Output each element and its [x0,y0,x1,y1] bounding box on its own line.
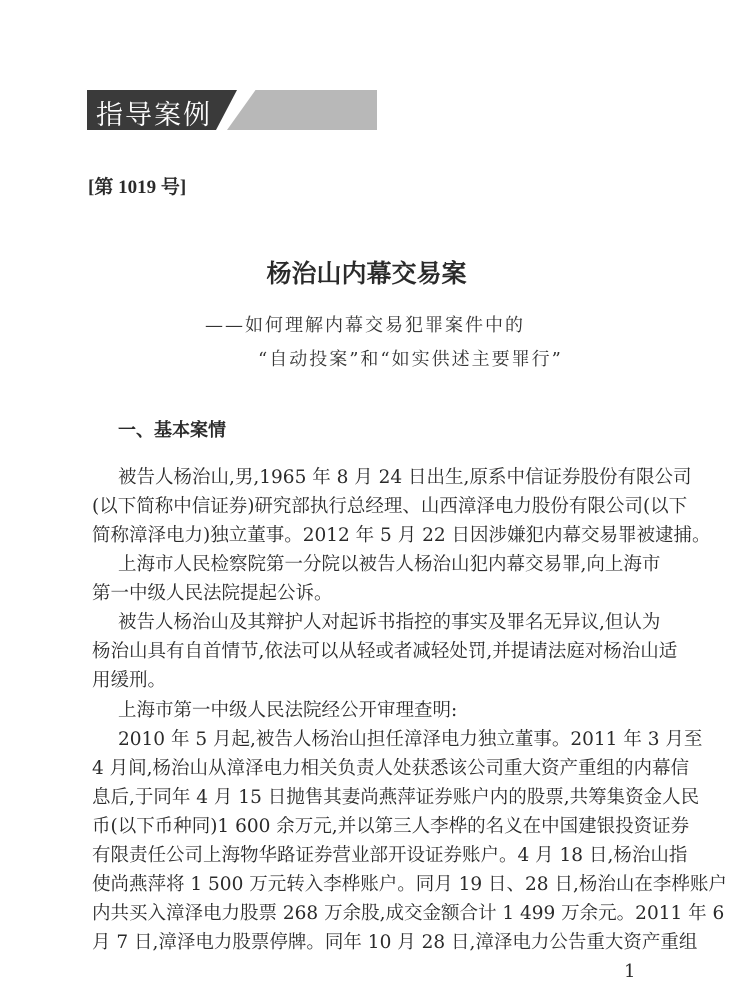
paragraph-line: 使尚燕萍将 1 500 万元转入李桦账户。同月 19 日、28 日,杨治山在李桦账户 [92,873,727,895]
subtitle-line-2: “自动投案”和“如实供述主要罪行” [258,349,563,370]
banner-gray-slant [227,90,377,130]
paragraph-line: (以下简称中信证券)研究部执行总经理、山西漳泽电力股份有限公司(以下 [92,496,688,518]
document-title: 杨治山内幕交易案 [266,259,467,288]
section-heading: 一、基本案情 [118,420,226,441]
subtitle-line-1: ——如何理解内幕交易犯罪案件中的 [205,315,525,336]
page-number: 1 [624,961,636,982]
paragraph-line: 内共买入漳泽电力股票 268 万余股,成交金额合计 1 499 万余元。2011 年 6 [92,902,725,924]
case-number: [第 1019 号] [88,177,187,198]
paragraph-line: 被告人杨治山,男,1965 年 8 月 24 日出生,原系中信证券股份有限公司 [118,467,692,488]
section-banner [87,90,377,130]
paragraph-line: 被告人杨治山及其辩护人对起诉书指控的事实及罪名无异议,但认为 [118,612,661,634]
paragraph-line: 第一中级人民法院提起公诉。 [92,583,333,605]
paragraph-line: 用缓刑。 [92,670,167,692]
paragraph-line: 4 月间,杨治山从漳泽电力相关负责人处获悉该公司重大资产重组的内幕信 [92,757,690,779]
banner-label: 指导案例 [96,100,212,131]
paragraph-line: 简称漳泽电力)独立董事。2012 年 5 月 22 日因涉嫌犯内幕交易罪被逮捕。 [92,525,711,547]
paragraph-line: 币(以下币种同)1 600 余万元,并以第三人李桦的名义在中国建银投资证券 [92,815,690,837]
paragraph-line: 2010 年 5 月起,被告人杨治山担任漳泽电力独立董事。2011 年 3 月至 [118,728,703,750]
paragraph-line: 月 7 日,漳泽电力股票停牌。同年 10 月 28 日,漳泽电力公告重大资产重组 [92,932,698,953]
paragraph-line: 杨治山具有自首情节,依法可以从轻或者减轻处罚,并提请法庭对杨治山适 [92,641,678,663]
paragraph-line: 上海市第一中级人民法院经公开审理查明: [118,699,458,721]
paragraph-line: 有限责任公司上海物华路证券营业部开设证券账户。4 月 18 日,杨治山指 [92,844,688,866]
paragraph-line: 上海市人民检察院第一分院以被告人杨治山犯内幕交易罪,向上海市 [118,554,661,576]
paragraph-line: 息后,于同年 4 月 15 日抛售其妻尚燕萍证券账户内的股票,共筹集资金人民 [92,786,700,808]
